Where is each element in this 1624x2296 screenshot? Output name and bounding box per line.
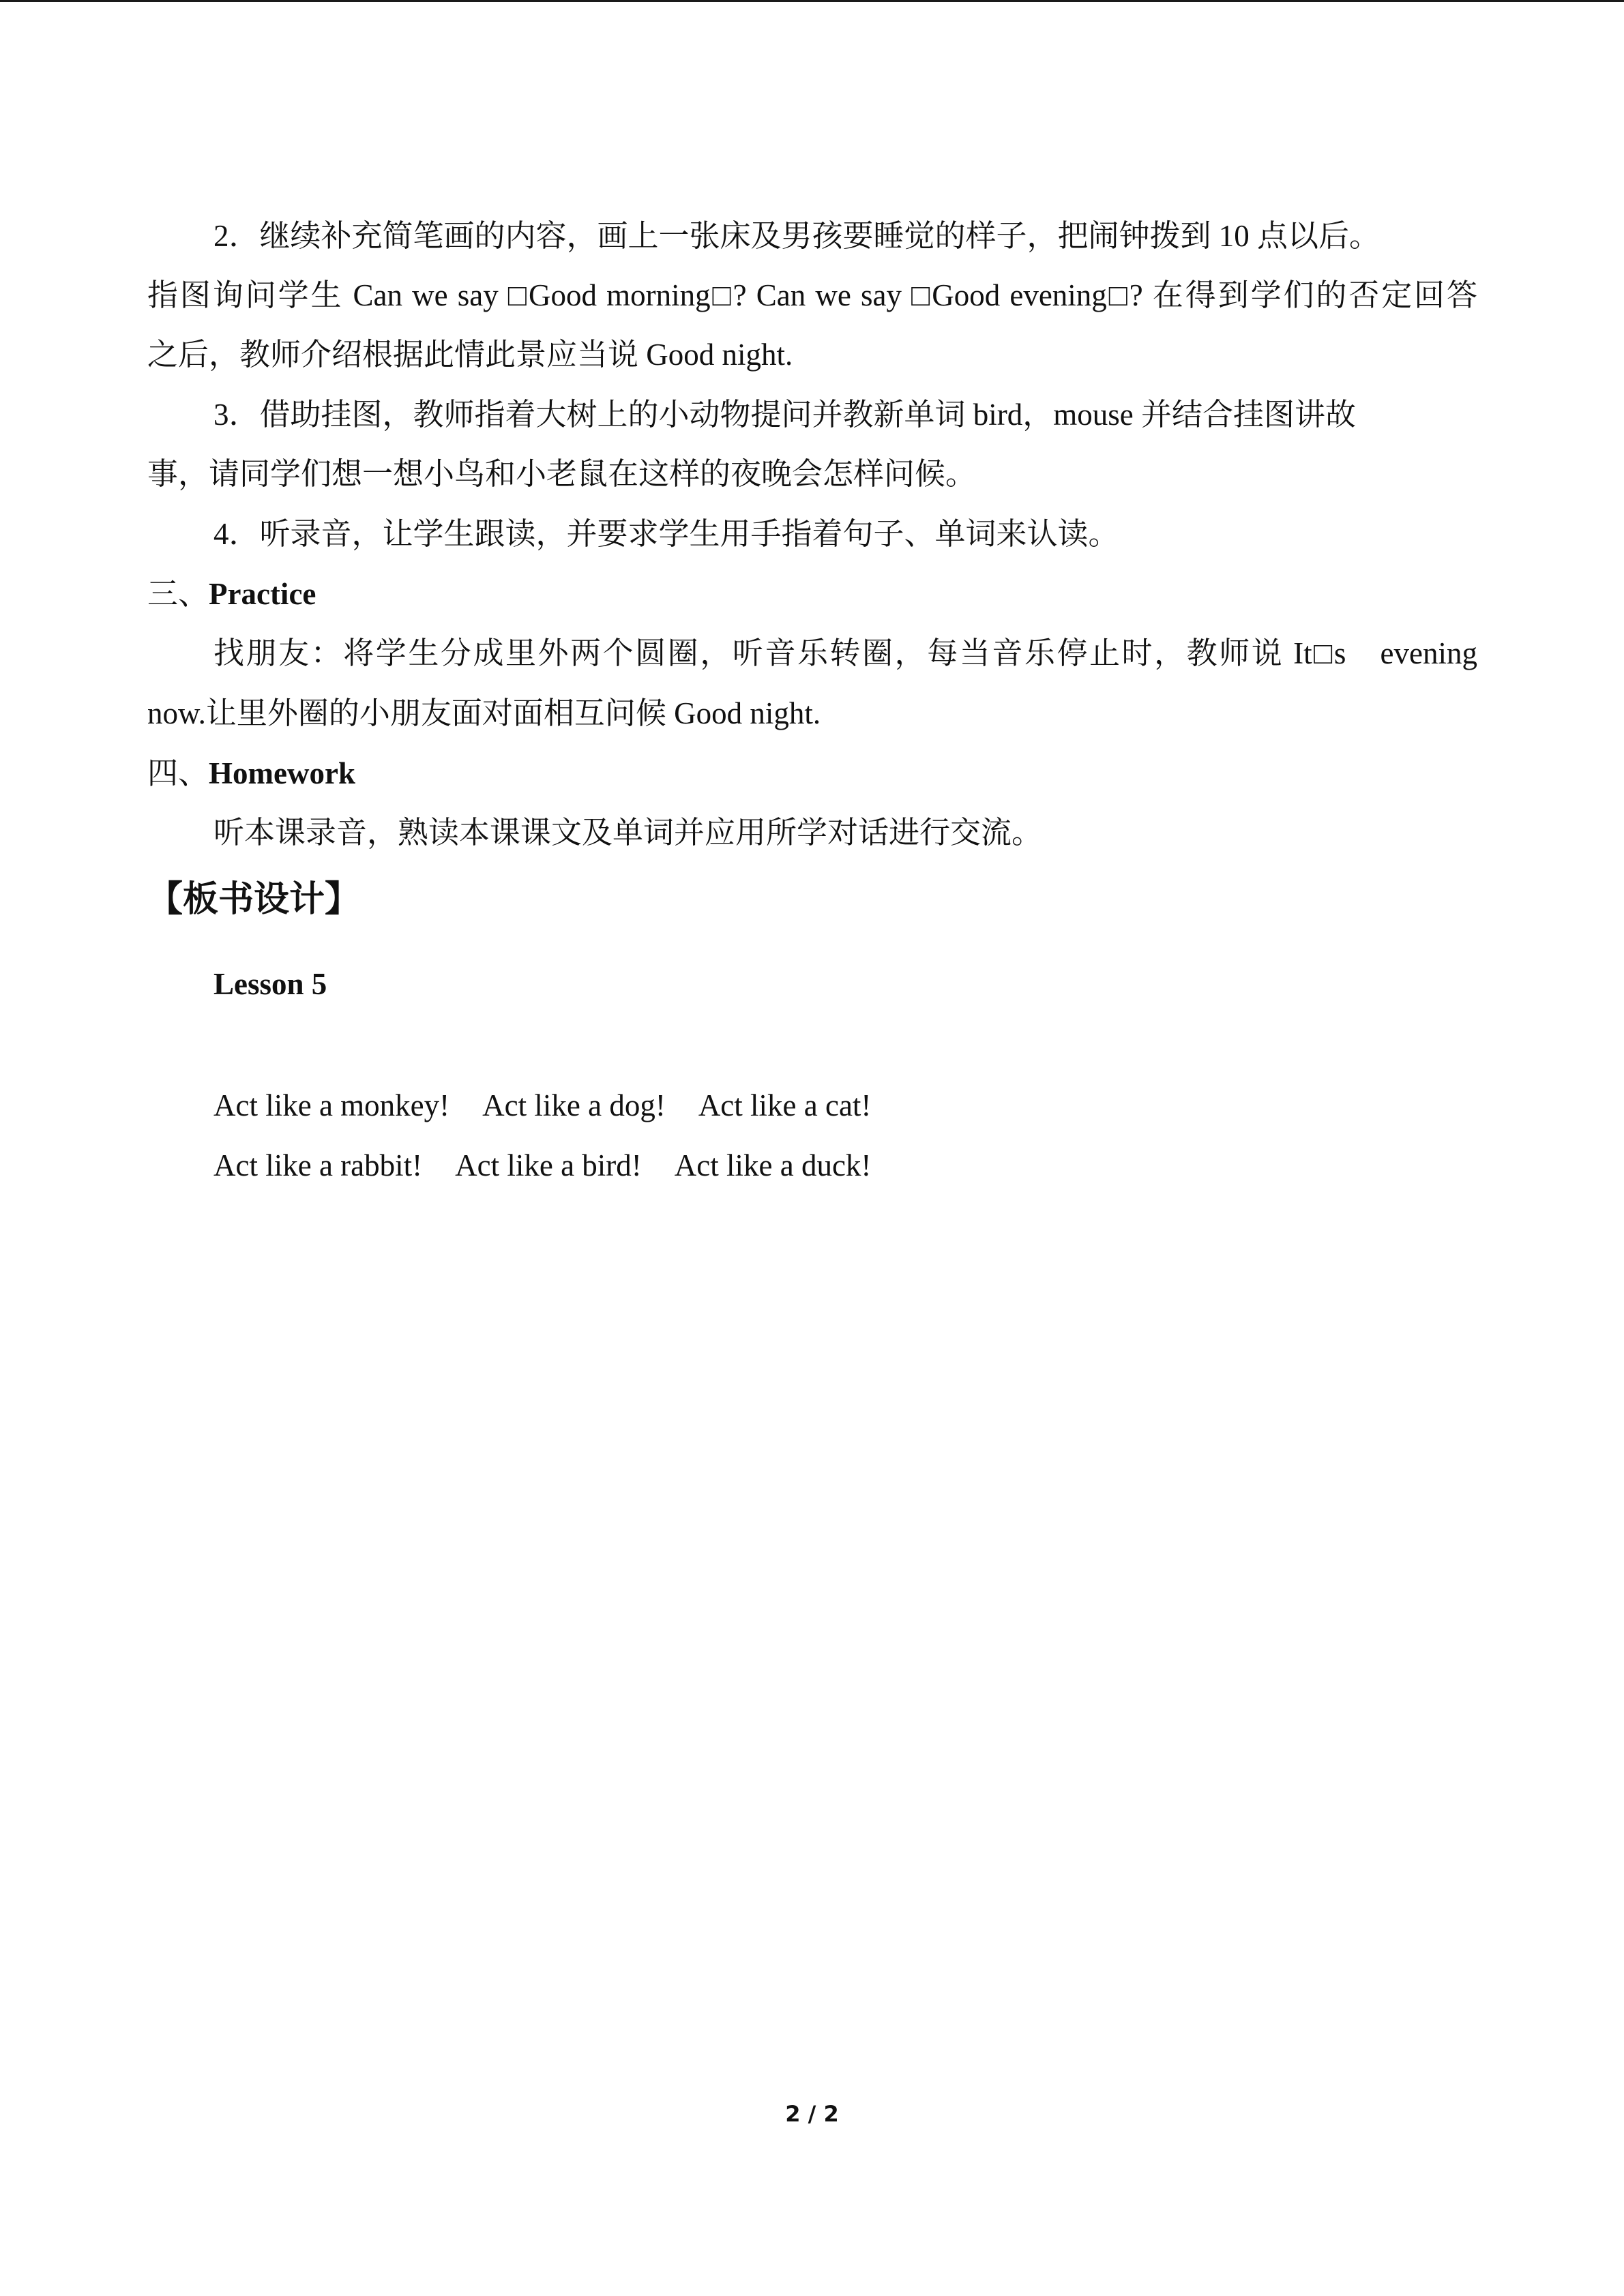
practice-line2: now.让里外圈的小朋友面对面相互问候 Good night. — [147, 696, 821, 730]
board-phrase: Act like a bird! — [455, 1148, 642, 1182]
homework-heading-number: 四、 — [147, 756, 209, 790]
board-lesson-title: Lesson 5 — [213, 967, 327, 1001]
step3-line1: 3．借助挂图，教师指着大树上的小动物提问并教新单词 bird，mouse 并结合挂图讲故 — [213, 398, 1356, 432]
board-phrase: Act like a duck! — [674, 1148, 872, 1182]
board-row-2 — [213, 1146, 871, 1184]
practice-heading — [147, 575, 316, 613]
board-phrase: Act like a monkey! — [213, 1088, 450, 1122]
board-phrase: Act like a cat! — [698, 1088, 872, 1122]
step2-line2: 指图询问学生 Can we say □Good morning□? Can we say □Good evening□? 在得到学们的否定回答 — [147, 278, 1477, 312]
step2-line3: 之后，教师介绍根据此情此景应当说 Good night. — [147, 338, 793, 372]
practice-heading-title: Practice — [209, 577, 316, 611]
homework-line1: 听本课录音，熟读本课课文及单词并应用所学对话进行交流。 — [213, 816, 1043, 850]
step2-line1: 2．继续补充简笔画的内容，画上一张床及男孩要睡觉的样子，把闹钟拨到 10 点以后。 — [213, 219, 1381, 253]
practice-line1: 找朋友：将学生分成里外两个圆圈，听音乐转圈，每当音乐停止时，教师说 It□s evening — [213, 636, 1477, 670]
practice-heading-number: 三、 — [147, 577, 209, 611]
board-row-1 — [213, 1086, 871, 1124]
board-design-title: 【板书设计】 — [147, 880, 361, 919]
homework-heading — [147, 754, 355, 792]
step3-line2: 事，请同学们想一想小鸟和小老鼠在这样的夜晚会怎样问候。 — [147, 457, 977, 491]
board-phrase: Act like a rabbit! — [213, 1148, 423, 1182]
homework-heading-title: Homework — [209, 756, 355, 790]
page-number: 2 / 2 — [785, 2101, 839, 2127]
step4-line1: 4．听录音，让学生跟读，并要求学生用手指着句子、单词来认读。 — [213, 517, 1119, 551]
board-phrase: Act like a dog! — [482, 1088, 666, 1122]
